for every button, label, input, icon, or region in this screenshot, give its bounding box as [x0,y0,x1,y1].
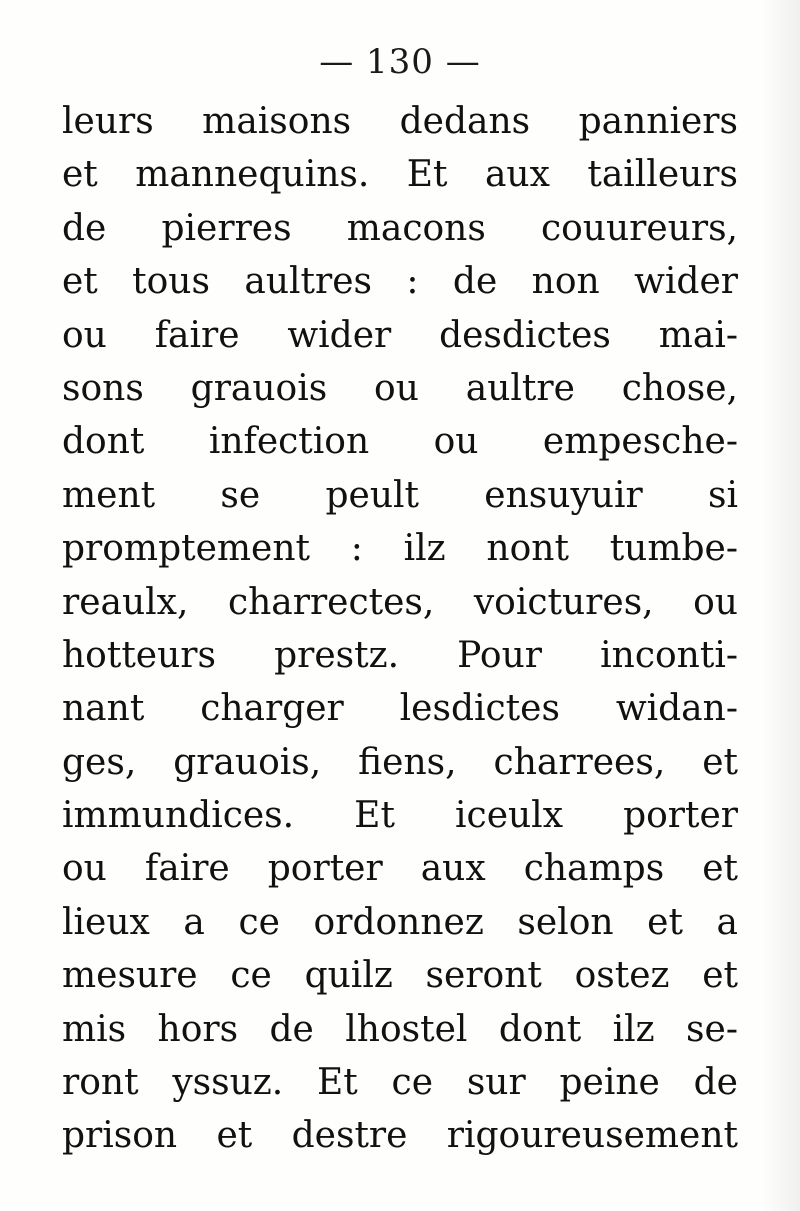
text-line: ges, grauois, fiens, charrees, et [62,741,738,783]
text-line: et tous aultres : de non wider [62,261,738,303]
text-line: de pierres macons couureurs, [62,207,738,249]
text-line: immundices. Et iceulx porter [62,795,738,837]
text-line: reaulx, charrectes, voictures, ou [62,581,738,623]
text-line: ront yssuz. Et ce sur peine de [62,1062,738,1104]
text-line: dont infection ou empesche- [62,421,738,463]
body-text [62,95,738,1163]
text-line: promptement : ilz nont tumbe- [62,528,738,570]
text-line: hotteurs prestz. Pour inconti- [62,634,738,676]
text-line: sons grauois ou aultre chose, [62,367,738,409]
text-line: prison et destre rigoureusement [62,1115,738,1157]
text-line: mis hors de lhostel dont ilz se- [62,1008,738,1050]
page-number: — 130 — [319,42,481,82]
page-edge-shadow [760,0,800,1211]
text-line: lieux a ce ordonnez selon et a [62,901,738,943]
text-line: mesure ce quilz seront ostez et [62,955,738,997]
text-line: et mannequins. Et aux tailleurs [62,154,738,196]
text-line: ment se peult ensuyuir si [62,474,738,516]
text-line: nant charger lesdictes widan- [62,688,738,730]
text-line: leurs maisons dedans panniers [62,101,738,142]
text-line: ou faire porter aux champs et [62,848,738,890]
text-line: ou faire wider desdictes mai- [62,314,738,356]
